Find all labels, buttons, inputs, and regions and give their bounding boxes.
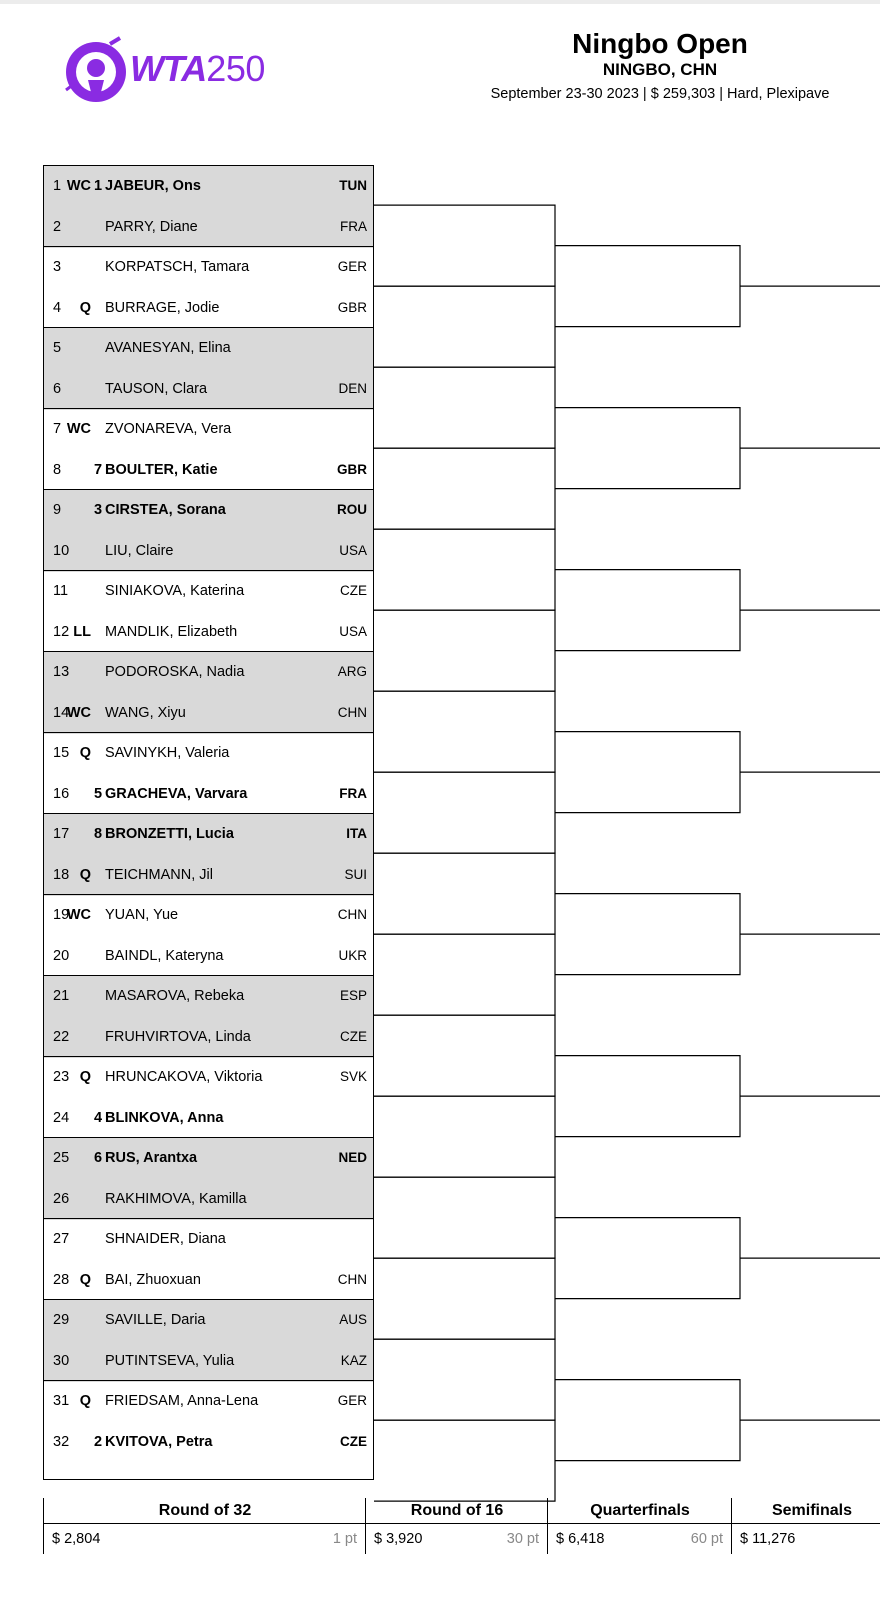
round-column <box>365 1498 548 1554</box>
seed-number: 7 <box>93 461 103 478</box>
player-name: BRONZETTI, Lucia <box>105 826 234 842</box>
entry-type: Q <box>79 1271 91 1288</box>
r32-match-connector <box>374 934 555 1015</box>
player-nationality: CHN <box>337 704 367 720</box>
round-label: Quarterfinals <box>590 1502 690 1519</box>
player-nationality: FRA <box>340 218 367 234</box>
player-nationality: CHN <box>337 1271 367 1287</box>
tournament-details: September 23-30 2023 | $ 259,303 | Hard, Plexipave <box>490 86 830 102</box>
player-nationality: CZE <box>340 1433 367 1449</box>
player-name: RAKHIMOVA, Kamilla <box>105 1190 247 1207</box>
draw-position: 29 <box>53 1312 70 1328</box>
round-points: 1 pt <box>332 1531 357 1547</box>
draw-position: 25 <box>53 1150 70 1166</box>
player-nationality: ESP <box>339 988 367 1003</box>
round-prize: $ 11,276 <box>740 1531 796 1547</box>
player-nationality: ROU <box>337 502 367 517</box>
round-label: Round of 16 <box>410 1502 504 1519</box>
player-nationality: GBR <box>337 461 367 477</box>
round-divider <box>44 1523 366 1524</box>
draw-position: 13 <box>53 664 70 680</box>
player-name: BURRAGE, Jodie <box>105 299 220 316</box>
r16-match-connector <box>555 894 740 975</box>
r32-match-connector <box>374 1096 555 1177</box>
player-nationality: NED <box>338 1150 367 1165</box>
draw-position: 28 <box>53 1271 70 1288</box>
player-nationality: TUN <box>339 178 367 193</box>
r32-match-connector <box>374 1339 555 1420</box>
seed-number: 6 <box>93 1150 103 1166</box>
entry-type: WC <box>66 178 91 194</box>
r32-match-connector <box>374 1177 555 1258</box>
player-name: SINIAKOVA, Katerina <box>105 583 245 599</box>
player-name: YUAN, Yue <box>105 907 179 923</box>
player-nationality: USA <box>339 542 367 558</box>
round-points: 30 pt <box>506 1531 539 1547</box>
draw-position: 8 <box>53 461 62 478</box>
player-name: BAI, Zhuoxuan <box>105 1271 201 1288</box>
draw-position: 2 <box>53 218 62 235</box>
player-name: PODOROSKA, Nadia <box>105 664 245 680</box>
round-divider <box>366 1523 548 1524</box>
r32-match-connector <box>374 853 555 934</box>
player-name: CIRSTEA, Sorana <box>105 502 226 518</box>
round-prize: $ 6,418 <box>556 1531 605 1547</box>
player-name: BAINDL, Kateryna <box>105 947 224 964</box>
r32-match-connector <box>374 610 555 691</box>
player-name: GRACHEVA, Varvara <box>105 785 248 802</box>
r32-match-connector <box>374 448 555 529</box>
r32-match-connector <box>374 1015 555 1096</box>
player-name: WANG, Xiyu <box>105 704 186 721</box>
draw-position: 16 <box>53 785 70 802</box>
draw-position: 27 <box>53 1231 70 1247</box>
player-name: LIU, Claire <box>105 542 174 559</box>
seed-number: 2 <box>93 1433 103 1450</box>
r16-match-connector <box>555 1218 740 1299</box>
player-name: FRUHVIRTOVA, Linda <box>105 1028 251 1045</box>
entry-type: Q <box>79 1069 91 1085</box>
draw-position: 21 <box>53 988 70 1004</box>
round-divider <box>548 1523 732 1524</box>
draw-position: 3 <box>53 259 62 275</box>
draw-position: 10 <box>53 542 70 559</box>
player-nationality: DEN <box>338 380 367 396</box>
r32-match-connector <box>374 772 555 853</box>
r32-match-connector <box>374 286 555 367</box>
round-points: 60 pt <box>690 1531 723 1547</box>
draw-position: 1 <box>53 178 62 194</box>
r16-match-connector <box>555 732 740 813</box>
player-name: KORPATSCH, Tamara <box>105 259 250 275</box>
draw-position: 6 <box>53 380 62 397</box>
player-name: BLINKOVA, Anna <box>105 1109 224 1126</box>
player-name: HRUNCAKOVA, Viktoria <box>105 1069 263 1085</box>
draw-position: 24 <box>53 1109 70 1126</box>
draw-position: 30 <box>53 1352 70 1369</box>
draw-position: 9 <box>53 502 62 518</box>
player-nationality: USA <box>339 623 367 639</box>
player-name: SAVINYKH, Valeria <box>105 745 230 761</box>
player-nationality: SVK <box>339 1069 367 1084</box>
draw-position: 12 <box>53 623 70 640</box>
player-name: SAVILLE, Daria <box>105 1312 206 1328</box>
player-nationality: GBR <box>337 299 367 315</box>
player-nationality: CHN <box>337 907 367 922</box>
player-nationality: GER <box>337 1393 367 1408</box>
draw-position: 26 <box>53 1190 70 1207</box>
entry-type: Q <box>79 299 91 316</box>
seed-number: 4 <box>93 1109 103 1126</box>
player-nationality: KAZ <box>340 1352 367 1368</box>
draw-position: 5 <box>53 340 62 356</box>
entry-type: WC <box>66 704 91 721</box>
tournament-location: NINGBO, CHN <box>602 60 718 79</box>
r32-match-connector <box>374 529 555 610</box>
player-name: BOULTER, Katie <box>105 461 218 478</box>
seed-number: 5 <box>93 785 103 802</box>
round-divider <box>732 1523 880 1524</box>
r32-match-connector <box>374 691 555 772</box>
player-nationality: SUI <box>344 866 367 882</box>
draw-position: 15 <box>53 745 70 761</box>
round-label: Semifinals <box>771 1502 853 1519</box>
seed-number: 3 <box>93 502 103 518</box>
rounds-footer <box>43 1498 880 1554</box>
player-name: TAUSON, Clara <box>105 380 208 397</box>
logo-wordmark: WTA250 <box>130 48 265 89</box>
round-prize: $ 3,920 <box>374 1531 423 1547</box>
entry-type: Q <box>79 745 91 761</box>
player-name: SHNAIDER, Diana <box>105 1231 226 1247</box>
player-name: MASAROVA, Rebeka <box>105 988 245 1004</box>
player-name: JABEUR, Ons <box>105 178 201 194</box>
player-name: KVITOVA, Petra <box>105 1433 213 1450</box>
player-name: ZVONAREVA, Vera <box>105 421 232 437</box>
tournament-title: Ningbo Open <box>572 28 748 59</box>
entry-type: WC <box>66 421 91 437</box>
draw-position: 18 <box>53 866 70 883</box>
r16-match-connector <box>555 1380 740 1461</box>
draw-position: 19 <box>53 907 70 923</box>
r16-match-connector <box>555 570 740 651</box>
round-column <box>731 1498 880 1554</box>
player-name: TEICHMANN, Jil <box>105 866 213 883</box>
player-name: AVANESYAN, Elina <box>105 340 231 356</box>
r32-match-connector <box>374 1258 555 1339</box>
seed-number: 1 <box>93 178 103 194</box>
player-name: PUTINTSEVA, Yulia <box>105 1352 235 1369</box>
r32-match-connector <box>374 205 555 286</box>
entry-type: LL <box>73 623 91 640</box>
r16-match-connector <box>555 246 740 327</box>
round-column <box>547 1498 732 1554</box>
player-name: MANDLIK, Elizabeth <box>105 623 238 640</box>
round-label: Round of 32 <box>158 1502 252 1519</box>
player-nationality: GER <box>337 259 367 274</box>
player-nationality: ITA <box>346 826 367 841</box>
draw-position: 14 <box>53 704 70 721</box>
entry-type: WC <box>66 907 91 923</box>
player-name: FRIEDSAM, Anna-Lena <box>105 1393 259 1409</box>
round-column <box>43 1498 366 1554</box>
player-nationality: UKR <box>338 947 367 963</box>
entry-type: Q <box>79 1393 91 1409</box>
player-nationality: FRA <box>339 785 367 801</box>
draw-position: 20 <box>53 947 70 964</box>
r16-match-connector <box>555 1056 740 1137</box>
round-prize: $ 2,804 <box>52 1531 101 1547</box>
player-nationality: ARG <box>337 664 367 679</box>
draw-position: 31 <box>53 1393 70 1409</box>
seed-number: 8 <box>93 826 103 842</box>
player-name: RUS, Arantxa <box>105 1150 198 1166</box>
r32-match-connector <box>374 1420 555 1501</box>
entry-type: Q <box>79 866 91 883</box>
player-nationality: CZE <box>340 583 367 598</box>
draw-position: 23 <box>53 1069 70 1085</box>
r32-match-connector <box>374 367 555 448</box>
draw-position: 7 <box>53 421 62 437</box>
r16-match-connector <box>555 408 740 489</box>
draw-position: 4 <box>53 299 62 316</box>
draw-position: 17 <box>53 826 70 842</box>
player-nationality: CZE <box>340 1028 367 1044</box>
draw-position: 22 <box>53 1028 70 1045</box>
draw-position: 11 <box>53 583 69 599</box>
player-nationality: AUS <box>339 1312 367 1327</box>
player-name: PARRY, Diane <box>105 218 198 235</box>
draw-position: 32 <box>53 1433 70 1450</box>
